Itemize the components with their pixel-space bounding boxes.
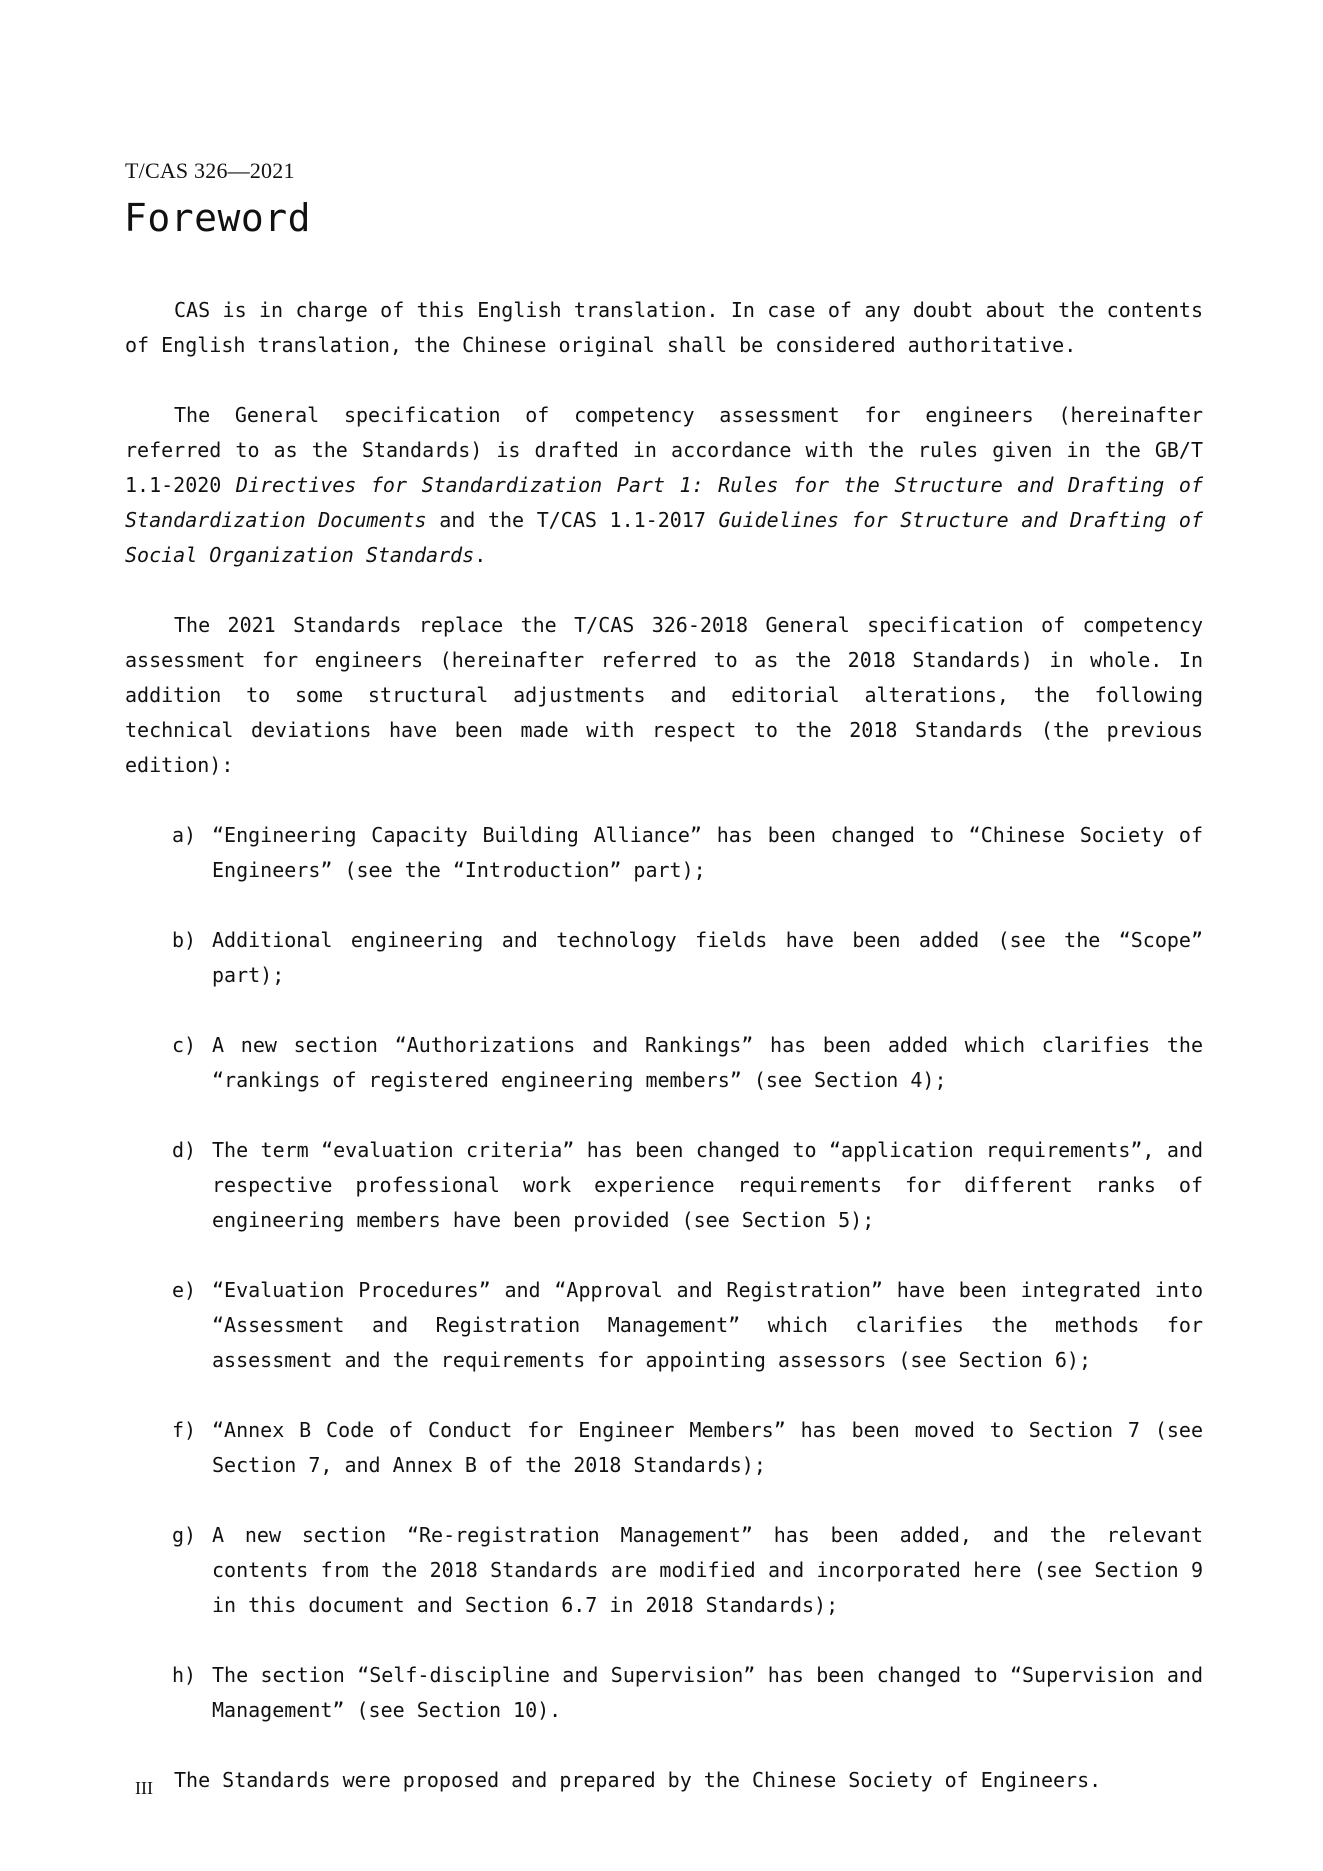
closing-paragraph: The Standards were proposed and prepared by the Chinese Society of Engineers. bbox=[174, 1768, 1102, 1792]
page-title: Foreword bbox=[124, 196, 312, 240]
list-item-marker: d) bbox=[172, 1138, 197, 1162]
list-item bbox=[125, 1518, 1203, 1623]
list-item-text: “Evaluation Procedures” and “Approval and Registration” have been integrated into “Assessment and Registration Management” which clarifies the methods for assessment and the requirements for appointing assessors (see Section 6); bbox=[212, 1278, 1203, 1372]
list-item bbox=[125, 1133, 1203, 1238]
list-item-text: “Engineering Capacity Building Alliance” has been changed to “Chinese Society of Engineers” (see the “Introduction” part); bbox=[212, 823, 1203, 882]
list-item bbox=[125, 1273, 1203, 1378]
list-item-marker: f) bbox=[172, 1418, 197, 1442]
translation-note-paragraph: CAS is in charge of this English translation. In case of any doubt about the contents of English translation, the Chinese original shall be considered authoritative. bbox=[125, 298, 1203, 357]
list-item bbox=[125, 1658, 1203, 1728]
list-item-text: The term “evaluation criteria” has been changed to “application requirements”, and respective professional work experience requirements for different ranks of engineering members have been provided (see Section 5); bbox=[212, 1138, 1203, 1232]
document-identifier: T/CAS 326—2021 bbox=[125, 158, 295, 183]
list-item-marker: e) bbox=[172, 1278, 197, 1302]
page-number: III bbox=[135, 1778, 153, 1798]
list-item-text: A new section “Re-registration Management” has been added, and the relevant contents from the 2018 Standards are modified and incorporated here (see Section 9 in this document and Section 6.7 in 2018 Standards); bbox=[212, 1523, 1203, 1617]
list-item-text: The section “Self-discipline and Supervision” has been changed to “Supervision and Management” (see Section 10). bbox=[212, 1663, 1203, 1722]
list-item-marker: g) bbox=[172, 1523, 197, 1547]
replacement-paragraph: The 2021 Standards replace the T/CAS 326-2018 General specification of competency assessment for engineers (hereinafter referred to as the 2018 Standards) in whole. In addition to some structural adjustments and editorial alterations, the following technical deviations have been made with respect to the 2018 Standards (the previous edition): bbox=[125, 613, 1203, 777]
list-item bbox=[125, 923, 1203, 993]
drafting-rules-text: The General specification of competency assessment for engineers (hereinafter referred to as the Standards) is drafted in accordance with the rules given in the GB/T 1.1-2020 bbox=[125, 403, 1203, 497]
list-item bbox=[125, 818, 1203, 888]
drafting-rules-text-2: and the T/CAS 1.1-2017 bbox=[426, 508, 719, 532]
list-item-marker: b) bbox=[172, 928, 197, 952]
list-item-marker: c) bbox=[172, 1033, 197, 1057]
guidelines-reference: Guidelines for Structure and Drafting of Social Organization Standards bbox=[125, 508, 1204, 567]
list-item-marker: h) bbox=[172, 1663, 197, 1687]
list-item-text: A new section “Authorizations and Rankings” has been added which clarifies the “rankings of registered engineering members” (see Section 4); bbox=[212, 1033, 1203, 1092]
drafting-rules-paragraph bbox=[125, 398, 1203, 573]
list-item-text: “Annex B Code of Conduct for Engineer Members” has been moved to Section 7 (see Section 7, and Annex B of the 2018 Standards); bbox=[212, 1418, 1203, 1477]
list-item bbox=[125, 1028, 1203, 1098]
list-item-marker: a) bbox=[172, 823, 197, 847]
foreword-body bbox=[125, 293, 1203, 1833]
drafting-rules-end: . bbox=[474, 543, 487, 567]
directives-reference: Directives for Standardization Part 1: Rules for the Structure and Drafting of Standardization Documents bbox=[125, 473, 1203, 532]
list-item-text: Additional engineering and technology fields have been added (see the “Scope” part); bbox=[212, 928, 1203, 987]
list-item bbox=[125, 1413, 1203, 1483]
